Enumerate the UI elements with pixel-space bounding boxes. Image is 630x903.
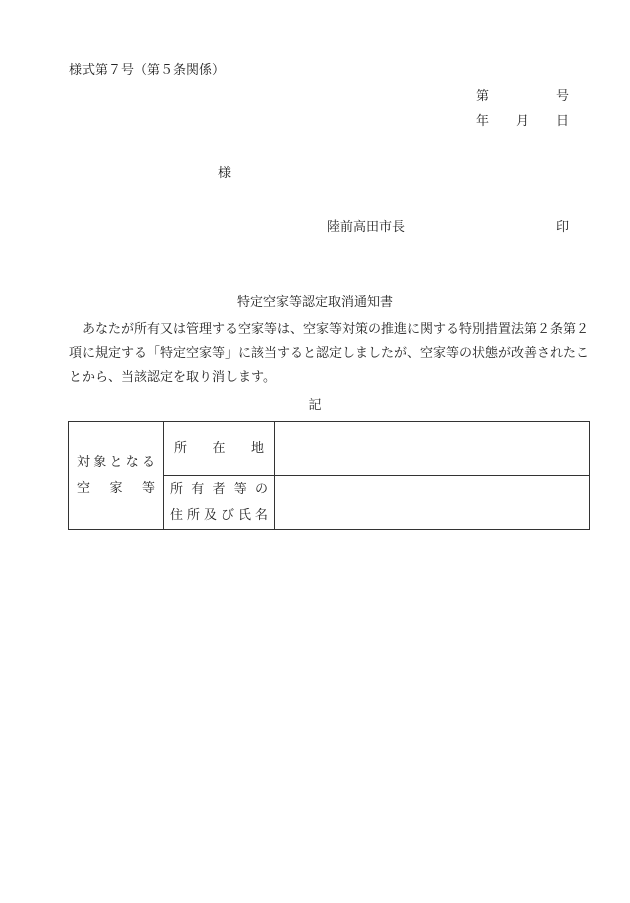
addressee-honorific: 様	[218, 166, 232, 181]
details-table	[68, 421, 590, 530]
target-label-line2: 空 家 等	[77, 480, 155, 496]
sender-name: 陸前高田市長	[327, 220, 406, 235]
location-label-cell: 所 在 地	[164, 422, 275, 476]
date-day-label: 日	[556, 114, 570, 129]
location-value-cell[interactable]	[275, 422, 590, 476]
owner-label-cell	[164, 476, 275, 530]
target-label-cell	[69, 422, 164, 530]
owner-label-line1: 所 有 者 等 の	[170, 481, 268, 497]
seal-mark: 印	[556, 220, 570, 235]
document-number-prefix: 第	[476, 89, 490, 104]
form-number: 様式第７号（第５条関係）	[69, 63, 226, 78]
owner-value-cell[interactable]	[275, 476, 590, 530]
document-number-suffix: 号	[556, 89, 570, 104]
notice-body: あなたが所有又は管理する空家等は、空家等対策の推進に関する特別措置法第２条第２項に規定する「特定空家等」に該当すると認定しましたが、空家等の状態が改善されたことから、当該認定を取り消します。	[69, 322, 590, 385]
date-month-label: 月	[516, 114, 530, 129]
ki-heading: 記	[308, 398, 322, 413]
owner-label-line2: 住 所 及 び 氏 名	[170, 507, 268, 523]
document-title: 特定空家等認定取消通知書	[236, 295, 393, 310]
date-year-label: 年	[476, 114, 490, 129]
target-label-line1: 対 象 と な る	[77, 454, 155, 470]
